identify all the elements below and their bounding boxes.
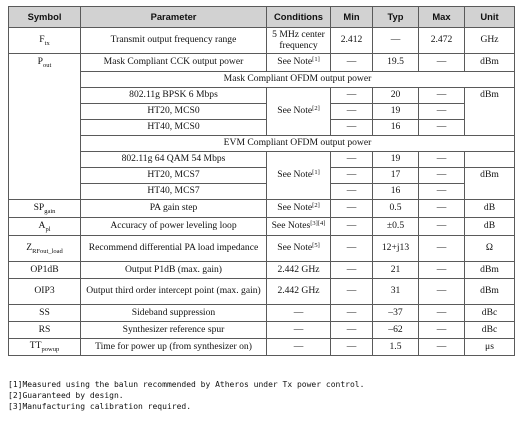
unit-cell: dBc — [465, 322, 515, 339]
symbol-cell: OP1dB — [9, 262, 81, 279]
min-cell: — — [331, 262, 373, 279]
unit-cell: GHz — [465, 28, 515, 54]
parameter-cell: Mask Compliant CCK output power — [81, 54, 267, 72]
min-cell: — — [331, 88, 373, 104]
condition-note-ref: [1] — [312, 56, 320, 64]
unit-cell: dBm — [465, 168, 515, 200]
max-cell: — — [419, 88, 465, 104]
min-cell: — — [331, 54, 373, 72]
condition-note-ref: [3][4] — [310, 220, 326, 228]
header-typ: Typ — [373, 7, 419, 28]
footnote-1: [1]Measured using the balun recommended by Atheros under Tx power control. — [8, 380, 365, 389]
symbol-sub: out — [43, 61, 52, 69]
unit-cell: μs — [465, 339, 515, 356]
table-row — [9, 104, 515, 120]
min-cell: — — [331, 322, 373, 339]
typ-cell: 20 — [373, 88, 419, 104]
parameter-cell: 802.11g 64 QAM 54 Mbps — [81, 152, 267, 168]
table-row — [9, 120, 515, 136]
symbol-main: TT — [29, 340, 42, 352]
max-cell: — — [419, 104, 465, 120]
symbol-cell — [9, 200, 81, 218]
max-cell: — — [419, 54, 465, 72]
min-cell: 2.412 — [331, 28, 373, 54]
table-row — [9, 28, 515, 54]
section-label: Mask Compliant OFDM output power — [81, 72, 515, 88]
section-label: EVM Compliant OFDM output power — [81, 136, 515, 152]
unit-cell: dB — [465, 218, 515, 236]
table-row — [9, 184, 515, 200]
symbol-sub: powup — [41, 345, 60, 353]
typ-cell: 19 — [373, 104, 419, 120]
typ-cell: 0.5 — [373, 200, 419, 218]
header-conditions: Conditions — [267, 7, 331, 28]
typ-cell: ±0.5 — [373, 218, 419, 236]
symbol-main: P — [37, 56, 44, 67]
typ-cell: 17 — [373, 168, 419, 184]
footnote-3: [3]Manufacturing calibration required. — [8, 402, 192, 411]
parameter-cell: Synthesizer reference spur — [81, 322, 267, 339]
min-cell: — — [331, 120, 373, 136]
condition-text: See Note — [277, 56, 313, 68]
symbol-main: SP — [33, 201, 45, 213]
symbol-cell — [9, 339, 81, 356]
table-row — [9, 218, 515, 236]
header-unit: Unit — [465, 7, 515, 28]
table-row — [9, 54, 515, 72]
unit-cell: dBm — [465, 262, 515, 279]
symbol-cell — [9, 28, 81, 54]
min-cell: — — [331, 279, 373, 305]
unit-cell — [465, 152, 515, 168]
condition-cell — [267, 236, 331, 262]
condition-cell — [267, 152, 331, 200]
parameter-cell: 802.11g BPSK 6 Mbps — [81, 88, 267, 104]
condition-cell: 2.442 GHz — [267, 262, 331, 279]
condition-note-ref: [5] — [312, 242, 320, 250]
condition-text: See Note — [277, 169, 313, 181]
symbol-sub: RFout_load — [32, 247, 63, 255]
condition-cell: — — [267, 305, 331, 322]
table-row — [9, 152, 515, 168]
condition-note-ref: [1] — [312, 169, 320, 177]
symbol-main: F — [39, 33, 45, 45]
condition-text: See Notes — [271, 220, 311, 232]
min-cell: — — [331, 152, 373, 168]
parameter-cell: Output third order intercept point (max. gain) — [81, 279, 267, 305]
min-cell: — — [331, 168, 373, 184]
parameter-cell: Sideband suppression — [81, 305, 267, 322]
symbol-cell: RS — [9, 322, 81, 339]
footnote-2: [2]Guaranteed by design. — [8, 391, 124, 400]
typ-cell: 19 — [373, 152, 419, 168]
table-row — [9, 236, 515, 262]
condition-text: See Note — [277, 105, 313, 117]
condition-note-ref: [2] — [312, 202, 320, 210]
typ-cell: 16 — [373, 184, 419, 200]
condition-cell — [267, 200, 331, 218]
typ-cell: — — [373, 28, 419, 54]
typ-cell: –37 — [373, 305, 419, 322]
header-symbol: Symbol — [9, 7, 81, 28]
parameter-cell: HT20, MCS0 — [81, 104, 267, 120]
parameter-cell: HT40, MCS0 — [81, 120, 267, 136]
max-cell: 2.472 — [419, 28, 465, 54]
unit-cell: Ω — [465, 236, 515, 262]
parameter-cell: PA gain step — [81, 200, 267, 218]
typ-cell: 21 — [373, 262, 419, 279]
symbol-cell — [9, 218, 81, 236]
max-cell: — — [419, 152, 465, 168]
condition-text: See Note — [277, 202, 313, 214]
spec-table — [8, 6, 515, 356]
table-row — [9, 200, 515, 218]
min-cell: — — [331, 236, 373, 262]
min-cell: — — [331, 200, 373, 218]
table-header-row — [9, 7, 515, 28]
typ-cell: 1.5 — [373, 339, 419, 356]
table-section-row — [9, 72, 515, 88]
unit-cell: dBm — [465, 54, 515, 72]
table-row — [9, 279, 515, 305]
typ-cell: 16 — [373, 120, 419, 136]
condition-cell — [267, 218, 331, 236]
symbol-main: A — [38, 219, 46, 231]
max-cell: — — [419, 339, 465, 356]
table-section-row — [9, 136, 515, 152]
condition-cell: — — [267, 322, 331, 339]
condition-cell — [267, 54, 331, 72]
typ-cell: 12+j13 — [373, 236, 419, 262]
max-cell: — — [419, 279, 465, 305]
condition-cell: 5 MHz center frequency — [267, 28, 331, 54]
max-cell: — — [419, 168, 465, 184]
min-cell: — — [331, 218, 373, 236]
parameter-cell: Transmit output frequency range — [81, 28, 267, 54]
table-row — [9, 88, 515, 104]
header-min: Min — [331, 7, 373, 28]
min-cell: — — [331, 104, 373, 120]
parameter-cell: Output P1dB (max. gain) — [81, 262, 267, 279]
parameter-cell: Recommend differential PA load impedance — [81, 236, 267, 262]
parameter-cell: Time for power up (from synthesizer on) — [81, 339, 267, 356]
max-cell: — — [419, 200, 465, 218]
max-cell: — — [419, 262, 465, 279]
table-row — [9, 305, 515, 322]
header-max: Max — [419, 7, 465, 28]
condition-text: See Note — [277, 242, 313, 254]
symbol-sub: tx — [44, 39, 50, 47]
typ-cell: –62 — [373, 322, 419, 339]
table-row — [9, 168, 515, 184]
parameter-cell: HT20, MCS7 — [81, 168, 267, 184]
max-cell: — — [419, 184, 465, 200]
symbol-cell: OIP3 — [9, 279, 81, 305]
symbol-cell — [9, 236, 81, 262]
parameter-cell: HT40, MCS7 — [81, 184, 267, 200]
symbol-sub: gain — [44, 207, 56, 215]
max-cell: — — [419, 236, 465, 262]
condition-cell: 2.442 GHz — [267, 279, 331, 305]
condition-cell: — — [267, 339, 331, 356]
min-cell: — — [331, 339, 373, 356]
footnotes — [8, 379, 514, 412]
max-cell: — — [419, 305, 465, 322]
max-cell: — — [419, 322, 465, 339]
table-row — [9, 262, 515, 279]
unit-cell: dBc — [465, 305, 515, 322]
min-cell: — — [331, 184, 373, 200]
table-row — [9, 322, 515, 339]
symbol-sub: pl — [45, 225, 51, 233]
symbol-main: Z — [26, 241, 33, 253]
unit-cell: dBm — [465, 279, 515, 305]
max-cell: — — [419, 218, 465, 236]
symbol-cell: SS — [9, 305, 81, 322]
unit-cell: dBm — [465, 88, 515, 136]
min-cell: — — [331, 305, 373, 322]
table-row — [9, 339, 515, 356]
max-cell: — — [419, 120, 465, 136]
parameter-cell: Accuracy of power leveling loop — [81, 218, 267, 236]
symbol-cell — [9, 54, 81, 200]
unit-cell: dB — [465, 200, 515, 218]
condition-note-ref: [2] — [312, 105, 320, 113]
header-parameter: Parameter — [81, 7, 267, 28]
condition-cell — [267, 88, 331, 136]
typ-cell: 19.5 — [373, 54, 419, 72]
typ-cell: 31 — [373, 279, 419, 305]
